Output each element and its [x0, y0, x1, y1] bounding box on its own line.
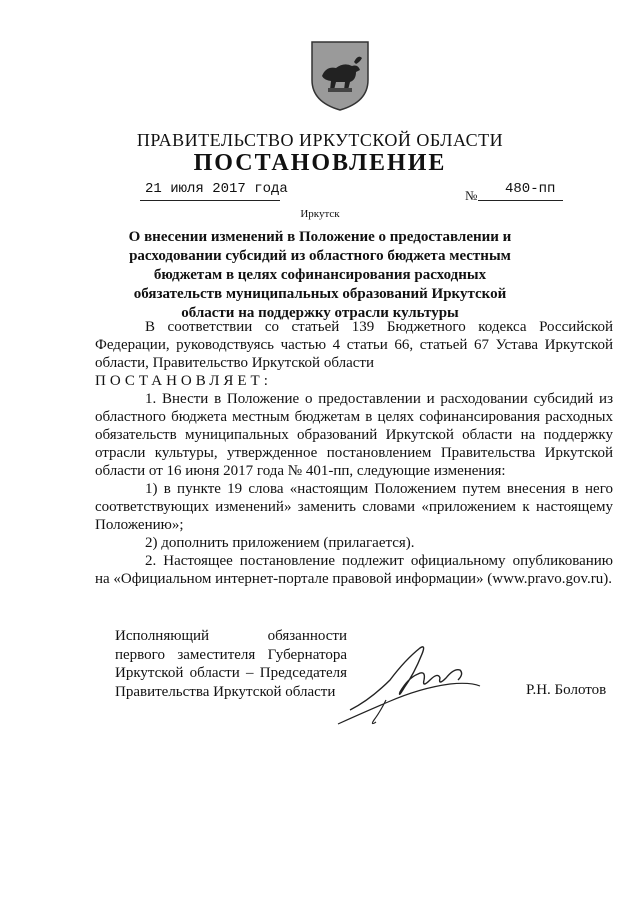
- signer-name: Р.Н. Болотов: [526, 682, 607, 698]
- city-name: Иркутск: [300, 208, 340, 220]
- number-sign: №: [465, 188, 478, 203]
- document-heading: О внесении изменений в Положение о предоставлении и расходовании субсидий из областного бюджета местным бюджетам в целях софинансирования расходных обязательств муниципальных образований Иркутской области на поддержку отрасли культуры: [128, 229, 512, 321]
- date-underline: [140, 200, 280, 201]
- resolves-word: ПОСТАНОВЛЯЕТ:: [95, 373, 272, 389]
- position-line-1a: Исполняющий: [115, 628, 210, 644]
- document-body: [95, 318, 613, 588]
- handwritten-signature: [330, 640, 490, 730]
- document-type: ПОСТАНОВЛЕНИЕ: [193, 150, 447, 176]
- item-1-sub-1: 1) в пункте 19 слова «настоящим Положением путем внесения в него соответствующих изменений» заменить словами «приложением к настоящему Положению»;: [95, 481, 613, 533]
- signatory-position: [115, 627, 347, 701]
- document-number: 480-пп: [505, 181, 556, 197]
- government-name: ПРАВИТЕЛЬСТВО ИРКУТСКОЙ ОБЛАСТИ: [136, 130, 504, 150]
- intro-paragraph: В соответствии со статьей 139 Бюджетного кодекса Российской Федерации, руководствуясь частью 4 статьи 66, статьей 67 Устава Иркутской области, Правительство Иркутской области: [95, 319, 613, 371]
- position-line-2: первого заместителя Губернатора: [115, 646, 347, 663]
- number-underline: [478, 200, 563, 201]
- coat-of-arms-emblem: [308, 40, 372, 112]
- position-line-3: Иркутской области – Председателя: [115, 665, 347, 681]
- item-1-sub-2: 2) дополнить приложением (прилагается).: [145, 535, 415, 551]
- position-line-4: Правительства Иркутской области: [115, 683, 336, 700]
- item-2-paragraph: 2. Настоящее постановление подлежит официальному опубликованию на «Официальном интернет-портале правовой информации» (www.pravo.gov.ru).: [95, 553, 613, 587]
- position-line-1b: обязанности: [267, 628, 347, 644]
- item-1-paragraph: 1. Внести в Положение о предоставлении и расходовании субсидий из областного бюджета местным бюджетам в целях софинансирования расходных обязательств муниципальных образований Иркутской области на поддержку отрасли культуры, утвержденное постановлением Правительства Иркутской области от 16 июня 2017 года № 401-пп, следующие изменения:: [95, 391, 613, 479]
- document-date: 21 июля 2017 года: [145, 181, 288, 197]
